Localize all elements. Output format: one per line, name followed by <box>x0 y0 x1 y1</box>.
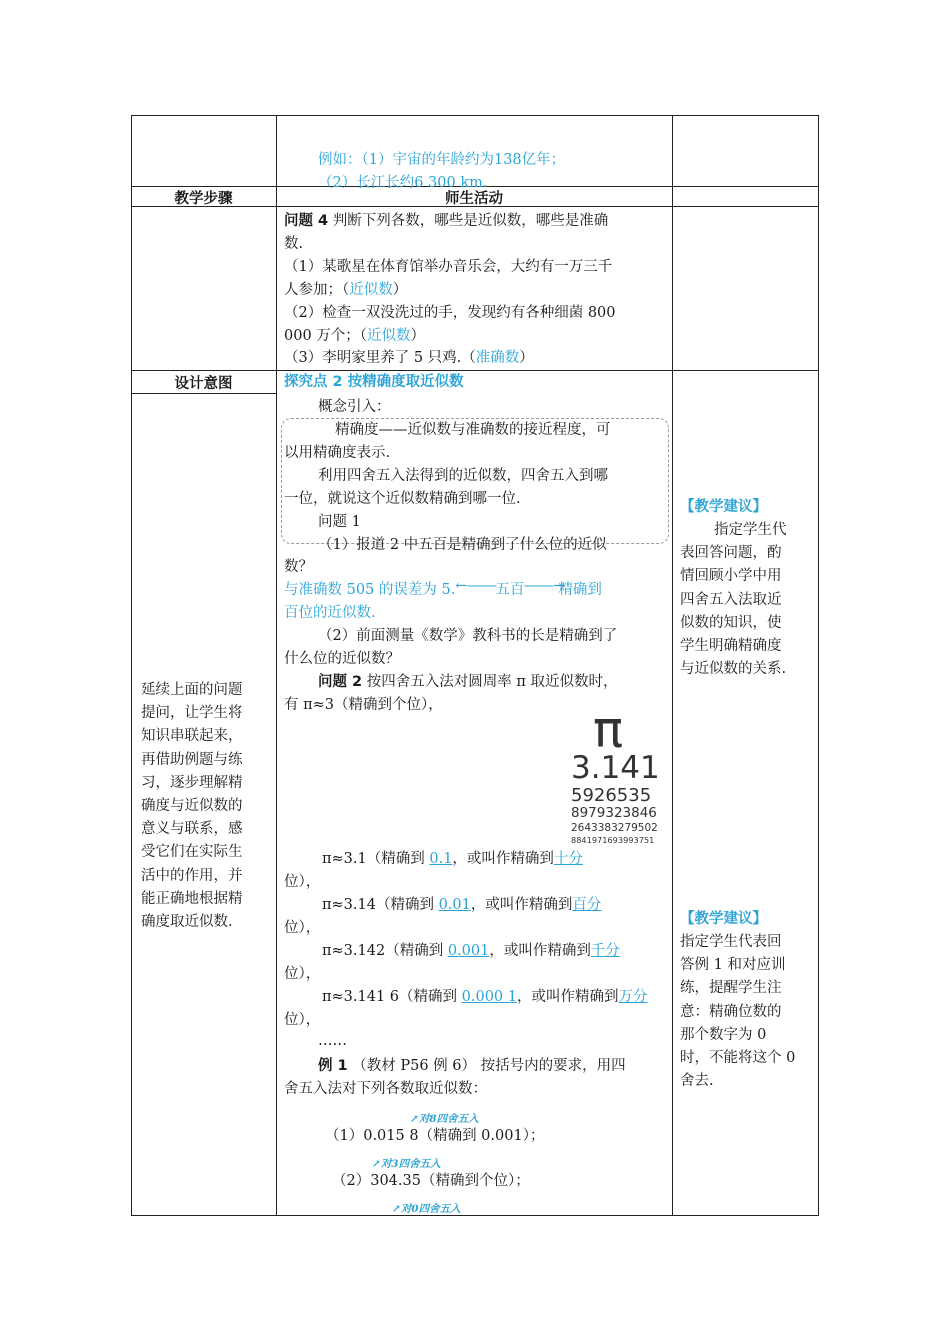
rule-line2: 一位，就说这个近似数精确到哪一位. <box>284 491 521 507</box>
q4-item2a: （2）检查一双没洗过的手，发现约有各种细菌 800 <box>284 305 616 321</box>
answer1-line1: 与准确数 505 的误差为 5.←――五百――→精确到 <box>284 578 602 598</box>
answer1-line2: 百位的近似数. <box>284 605 376 621</box>
approx-line-cont: 位）， <box>284 1012 321 1028</box>
q1-line1: （1）报道 2 中五百是精确到了什么位的近似 <box>318 537 607 553</box>
example1-line1: 例 1 （教材 P56 例 6） 按括号内的要求，用四 <box>318 1058 626 1074</box>
handwritten-note-2: ↗对3四舍五入 <box>372 1158 441 1170</box>
col-border-left <box>131 115 132 1215</box>
top-example-line2: （2）长江长约6 300 km. <box>318 175 488 191</box>
text-line: 指定学生代表回 <box>680 934 782 950</box>
text-line: 指定学生代 <box>714 522 787 538</box>
approx-line <box>322 849 583 869</box>
text-line: 表回答问题，酌 <box>680 545 782 562</box>
pi-digits-row2: 5926535 <box>571 785 652 806</box>
approx-line <box>322 895 601 915</box>
example1-line2: 舍五入法对下列各数取近似数： <box>284 1081 487 1097</box>
handwritten-note-1: ↗对8四舍五入 <box>410 1113 479 1125</box>
example1-item2: （2）304.35（精确到个位）； <box>332 1173 530 1189</box>
text-line: 再借助例题与练 <box>141 751 243 768</box>
pi-digits-row1: 3.141 <box>571 750 660 786</box>
text-line: 受它们在实际生 <box>141 844 243 861</box>
pi-digits-row3: 8979323846 <box>571 805 657 821</box>
definition-line2: 以用精确度表示. <box>284 445 391 461</box>
q1-part2-line1: （2）前面测量《数学》教科书的长是精确到了 <box>318 628 618 644</box>
top-example-line1: 例如：（1）宇宙的年龄约为138亿年； <box>318 152 566 168</box>
text-line: 知识串联起来， <box>141 728 243 745</box>
approx-v2: 十分 <box>553 851 583 867</box>
table-bottom-border <box>131 1215 819 1216</box>
approx-mid: ，或叫作精确到 <box>517 989 619 1005</box>
text-line: 与近似数的关系. <box>680 661 787 678</box>
approx-pre: π≈3.141 6（精确到 <box>322 989 462 1005</box>
text-line: 练，提醒学生注 <box>680 980 782 997</box>
concept-intro: 概念引入： <box>318 399 391 415</box>
text-line: 意：精确位数的 <box>680 1003 782 1020</box>
text-line: 时，不能将这个 0 <box>680 1050 796 1066</box>
text-line: 似数的知识，使 <box>680 614 782 631</box>
q1-part2-line2: 什么位的近似数？ <box>284 651 400 667</box>
q1-line2: 数？ <box>284 559 313 575</box>
handwritten-note-3: ↗对0四舍五入 <box>392 1203 461 1215</box>
approx-line-cont: 位）， <box>284 874 321 890</box>
text-line: 确度与近似数的 <box>141 798 243 814</box>
approx-v1: 0.01 <box>438 897 471 913</box>
q4-item1b: 人参加；（近似数） <box>284 282 408 298</box>
col-border-1 <box>276 115 277 1215</box>
approx-pre: π≈3.1（精确到 <box>322 851 430 867</box>
text-line: 情回顾小学中用 <box>680 568 782 585</box>
row-divider-design-header <box>131 393 276 394</box>
q4-title-cont: 数. <box>284 236 304 252</box>
approx-v2: 百分 <box>572 897 602 913</box>
approx-line <box>322 987 648 1007</box>
design-intent-header: 设计意图 <box>174 376 233 392</box>
text-line: 延续上面的问题 <box>141 682 243 698</box>
suggestion1-title: 【教学建议】 <box>680 499 767 515</box>
text-line: 那个数字为 0 <box>680 1026 767 1043</box>
approx-v2: 千分 <box>590 943 620 959</box>
approx-mid: ，或叫作精确到 <box>452 851 554 867</box>
text-line: 答例 1 和对应训 <box>680 957 786 974</box>
approx-line-cont: 位）， <box>284 966 321 982</box>
section2-title: 探究点 2 按精确度取近似数 <box>284 374 464 390</box>
text-line: 学生明确精确度 <box>680 638 782 654</box>
approx-v2: 万分 <box>618 989 648 1005</box>
q4-title: 问题 4 判断下列各数，哪些是近似数，哪些是准确 <box>284 213 609 229</box>
table-top-border <box>131 115 819 116</box>
approx-mid: ，或叫作精确到 <box>470 897 573 913</box>
pi-digits-graphic <box>565 701 665 847</box>
suggestion2-title: 【教学建议】 <box>680 911 767 927</box>
approx-pre: π≈3.14（精确到 <box>322 897 439 913</box>
text-line: 提问，让学生将 <box>141 705 243 722</box>
pi-digits-row5: 8841971693993751 <box>571 835 655 845</box>
rule-line1: 利用四舍五入法得到的近似数，四舍五入到哪 <box>318 468 608 484</box>
approx-line-cont: 位）， <box>284 920 321 936</box>
approx-v1: 0.1 <box>429 851 453 867</box>
approx-pre: π≈3.142（精确到 <box>322 943 448 959</box>
col-border-2 <box>672 115 673 1215</box>
text-line: 能正确地根据精 <box>141 890 243 907</box>
text-line: 四舍五入法取近 <box>680 591 782 608</box>
pi-symbol: π <box>593 701 624 759</box>
header-activities: 师生活动 <box>445 191 503 207</box>
q2-line1: 问题 2 按四舍五入法对圆周率 π 取近似数时， <box>318 674 618 690</box>
col-border-right <box>818 115 819 1215</box>
q2-line2: 有 π≈3（精确到个位）， <box>284 697 443 713</box>
header-steps: 教学步骤 <box>174 191 233 207</box>
text-line: 意义与联系，感 <box>141 821 243 838</box>
example1-item1: （1）0.015 8（精确到 0.001）； <box>325 1128 545 1144</box>
q4-item1a: （1）某歌星在体育馆举办音乐会，大约有一万三千 <box>284 259 613 275</box>
text-line: 确度取近似数. <box>141 914 233 930</box>
q4-item2b: 000 万个；（近似数） <box>284 328 426 344</box>
definition-line1: 精确度——近似数与准确数的接近程度，可 <box>335 422 611 438</box>
approx-v1: 0.000 1 <box>461 989 517 1005</box>
text-line: 舍去. <box>680 1073 714 1090</box>
approx-line <box>322 941 620 961</box>
approx-mid: ，或叫作精确到 <box>489 943 591 959</box>
pi-digits-row4: 2643383279502 <box>571 822 658 834</box>
text-line: 活中的作用，并 <box>141 867 243 884</box>
q4-item3: （3）李明家里养了 5 只鸡.（准确数） <box>284 350 534 366</box>
approx-v1: 0.001 <box>447 943 490 959</box>
ellipsis: …… <box>318 1033 347 1049</box>
q1-title: 问题 1 <box>318 514 361 530</box>
text-line: 习，逐步理解精 <box>141 774 243 791</box>
row-divider-q4 <box>131 370 819 371</box>
